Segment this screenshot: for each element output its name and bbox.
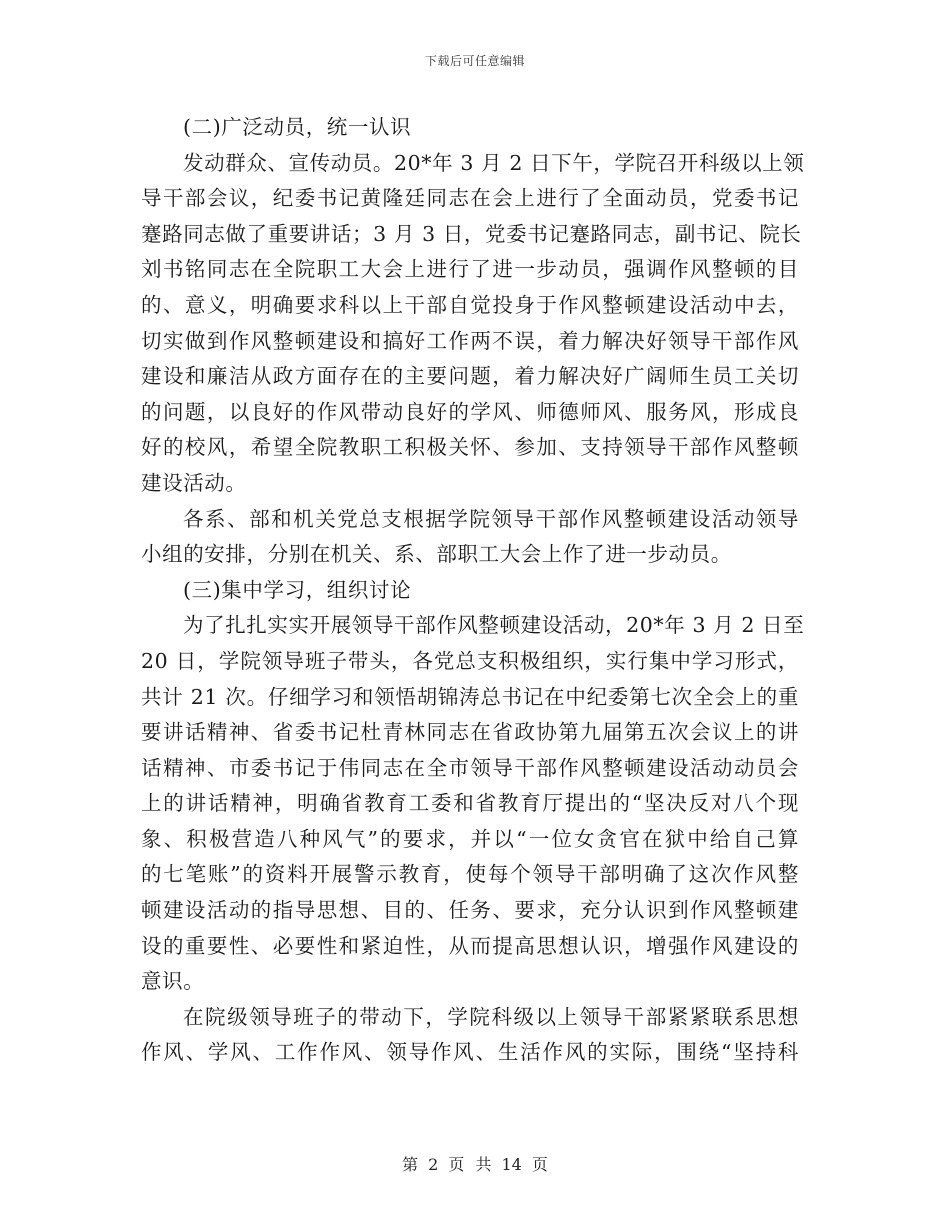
paragraph — [141, 1000, 799, 1071]
paragraph — [141, 146, 805, 502]
paragraph — [141, 502, 799, 573]
text-line: 小组的安排，分别在机关、系、部职工大会上作了进一步动员。 — [141, 542, 732, 567]
section-heading: (二)广泛动员，统一认识 — [183, 115, 412, 139]
section-heading: (三)集中学习，组织讨论 — [183, 577, 412, 602]
current-page-number: 2 — [428, 1155, 439, 1174]
text-line: 作风、学风、工作作风、领导作风、生活作风的实际，围绕“坚持科 — [141, 1040, 799, 1065]
text-line: 各系、部和机关党总支根据学院领导干部作风整顿建设活动领导 — [183, 506, 799, 531]
text-line: 顿建设活动的指导思想、目的、任务、要求，充分认识到作风整顿建 — [141, 898, 799, 923]
text-line: 的、意义，明确要求科以上干部自觉投身于作风整顿建设活动中去， — [141, 292, 799, 317]
text-line: 设的重要性、必要性和紧迫性，从而提高思想认识，增强作风建设的 — [141, 933, 799, 958]
text-line: 建设和廉洁从政方面存在的主要问题，着力解决好广阔师生员工关切 — [141, 364, 799, 389]
text-line: 切实做到作风整顿建设和搞好工作两不误，着力解决好领导干部作风 — [141, 328, 799, 353]
text-line: 建设活动。 — [141, 470, 247, 495]
text-line: 刘书铭同志在全院职工大会上进行了进一步动员，强调作风整顿的目 — [141, 257, 799, 282]
page-header: 下载后可任意编辑 — [424, 54, 525, 68]
text-line: 发动群众、宣传动员。20*年 3 月 2 日下午，学院召开科级以上领 — [183, 150, 805, 175]
text-line: 蹇路同志做了重要讲话；3 月 3 日，党委书记蹇路同志，副书记、院长 — [141, 221, 802, 246]
text-line: 的七笔账”的资料开展警示教育，使每个领导干部明确了这次作风整 — [141, 862, 799, 887]
text-line: 要讲话精神、省委书记杜青林同志在省政协第九届第五次会议上的讲 — [141, 720, 799, 745]
text-line: 好的校风，希望全院教职工积极关怀、参加、支持领导干部作风整顿 — [141, 435, 799, 460]
text-line: 象、积极营造八种风气”的要求，并以“一位女贪官在狱中给自己算 — [141, 826, 799, 851]
text-line: 共计 21 次。仔细学习和领悟胡锦涛总书记在中纪委第七次全会上的重 — [141, 684, 799, 709]
text-line: 20 日，学院领导班子带头，各党总支积极组织，实行集中学习形式， — [141, 648, 799, 673]
page-label-prefix: 第 — [402, 1155, 419, 1174]
text-line: 的问题，以良好的作风带动良好的学风、师德师风、服务风，形成良 — [141, 399, 799, 424]
text-line: 导干部会议，纪委书记黄隆廷同志在会上进行了全面动员，党委书记 — [141, 186, 799, 211]
text-line: 在院级领导班子的带动下，学院科级以上领导干部紧紧联系思想 — [183, 1004, 799, 1029]
text-line: 上的讲话精神，明确省教育工委和省教育厅提出的“坚决反对八个现 — [141, 791, 799, 816]
total-pages-number: 14 — [501, 1155, 522, 1174]
text-line: 话精神、市委书记于伟同志在全市领导干部作风整顿建设活动动员会 — [141, 755, 799, 780]
paragraph — [141, 608, 805, 1000]
page-label-suffix: 页 — [531, 1155, 548, 1174]
document-body — [141, 110, 805, 1071]
page-footer — [0, 1152, 950, 1175]
text-line: 为了扎扎实实开展领导干部作风整顿建设活动，20*年 3 月 2 日至 — [183, 613, 805, 638]
text-line: 意识。 — [141, 969, 205, 994]
page-label-middle: 页 共 — [448, 1155, 492, 1174]
